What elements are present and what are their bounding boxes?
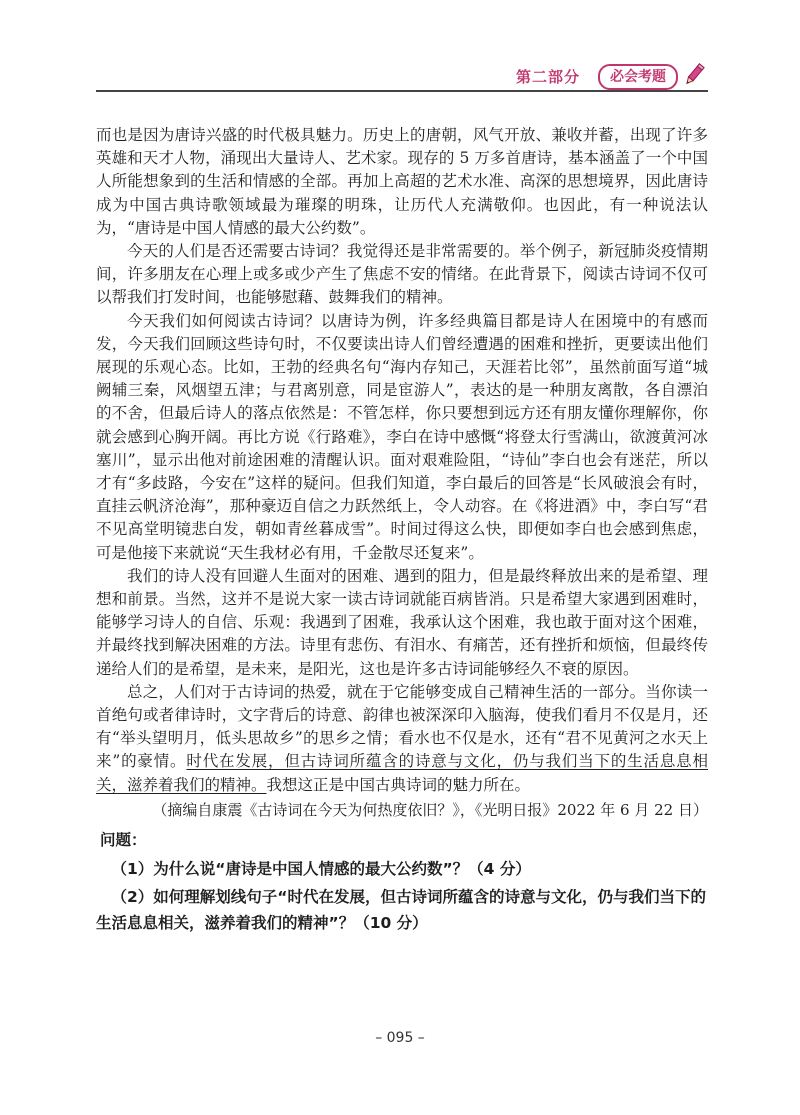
article-body bbox=[96, 124, 708, 938]
questions-heading: 问题： bbox=[100, 830, 147, 849]
paragraph-5-ending: 我想这正是中国古典诗词的魅力所在。 bbox=[266, 775, 531, 794]
pencil-icon bbox=[682, 62, 706, 88]
question-2: （2）如何理解划线句子“时代在发展，但古诗词所蕴含的诗意与文化，仍与我们当下的生活息息相关，滋养着我们的精神”？（10 分） bbox=[96, 887, 706, 932]
page-number: – 095 – bbox=[375, 1030, 425, 1046]
header-rule bbox=[96, 90, 708, 92]
article-paragraph-4: 我们的诗人没有回避人生面对的困难、遇到的阻力，但是最终释放出来的是希望、理想和前景。当然，这并不是说大家一读古诗词就能百病皆消。只是希望大家遇到困难时，能够学习诗人的自信、乐观：我遇到了困难，我承认这个困难，我也敢于面对这个困难，并最终找到解决困难的方法。诗里有悲伤、有泪水、有痛苦，还有挫折和烦恼，但最终传递给人们的是希望，是未来，是阳光，这也是许多古诗词能够经久不衰的原因。 bbox=[96, 566, 708, 678]
article-paragraph-3: 今天我们如何阅读古诗词？以唐诗为例，许多经典篇目都是诗人在困境中的有感而发，今天我们回顾这些诗句时，不仅要读出诗人们曾经遭遇的困难和挫折，更要读出他们展现的乐观心态。比如，王勃的经典名句“海内存知己，天涯若比邻”，虽然前面写道“城阙辅三秦，风烟望五津；与君离别意，同是宦游人”，表达的是一种朋友离散，各自漂泊的不舍，但最后诗人的落点依然是：不管怎样，你只要想到远方还有朋友懂你理解你，你就会感到心胸开阔。再比方说《行路难》，李白在诗中感慨“将登太行雪满山，欲渡黄河冰塞川”，显示出他对前途困难的清醒认识。面对艰难险阻，“诗仙”李白也会有迷茫，所以才有“多歧路，今安在”这样的疑问。但我们知道，李白最后的回答是“长风破浪会有时，直挂云帆济沧海”，那种豪迈自信之力跃然纸上，令人动容。在《将进酒》中，李白写“君不见高堂明镜悲白发，朝如青丝暮成雪”。时间过得这么快，即便如李白也会感到焦虑，可是他接下来就说“天生我材必有用，千金散尽还复来”。 bbox=[96, 311, 708, 562]
article-paragraph-2: 今天的人们是否还需要古诗词？我觉得还是非常需要的。举个例子，新冠肺炎疫情期间，许多朋友在心理上或多或少产生了焦虑不安的情绪。在此背景下，阅读古诗词不仅可以帮我们打发时间，也能够慰藉、鼓舞我们的精神。 bbox=[96, 242, 708, 307]
article-paragraph-5 bbox=[96, 681, 708, 797]
underlined-sentence: 时代在发展，但古诗词所蕴含的诗意与文化，仍与我们当下的生活息息相关，滋养着我们的精神。 bbox=[96, 752, 708, 794]
page-header bbox=[96, 62, 708, 90]
questions-section bbox=[96, 828, 708, 936]
paragraph-5-text: 总之，人们对于古诗词的热爱，就在于它能够变成自己精神生活的一部分。当你读一首绝句或者律诗时，文字背后的诗意、韵律也被深深印入脑海，使我们看月不仅是月，还有“举头望明月，低头思故乡”的思乡之情；看水也不仅是水，还有“君不见黄河之水天上来”的豪情。 bbox=[96, 682, 708, 771]
section-label: 第二部分 bbox=[515, 68, 580, 86]
article-source: （摘编自康震《古诗词在今天为何热度依旧？》，《光明日报》2022 年 6 月 22 日） bbox=[152, 800, 708, 819]
section-badge: 必会考题 bbox=[598, 64, 678, 90]
article-paragraph-1: 而也是因为唐诗兴盛的时代极具魅力。历史上的唐朝，风气开放、兼收并蓄，出现了许多英雄和天才人物，涌现出大量诗人、艺术家。现存的 5 万多首唐诗，基本涵盖了一个中国人所能想象到的生活和情感的全部。再加上高超的艺术水准、高深的思想境界，因此唐诗成为中国古典诗歌领域最为璀璨的明珠，让历代人充满敬仰。也因此，有一种说法认为，“唐诗是中国人情感的最大公约数”。 bbox=[96, 126, 708, 237]
question-1: （1）为什么说“唐诗是中国人情感的最大公约数”？（4 分） bbox=[111, 859, 531, 878]
